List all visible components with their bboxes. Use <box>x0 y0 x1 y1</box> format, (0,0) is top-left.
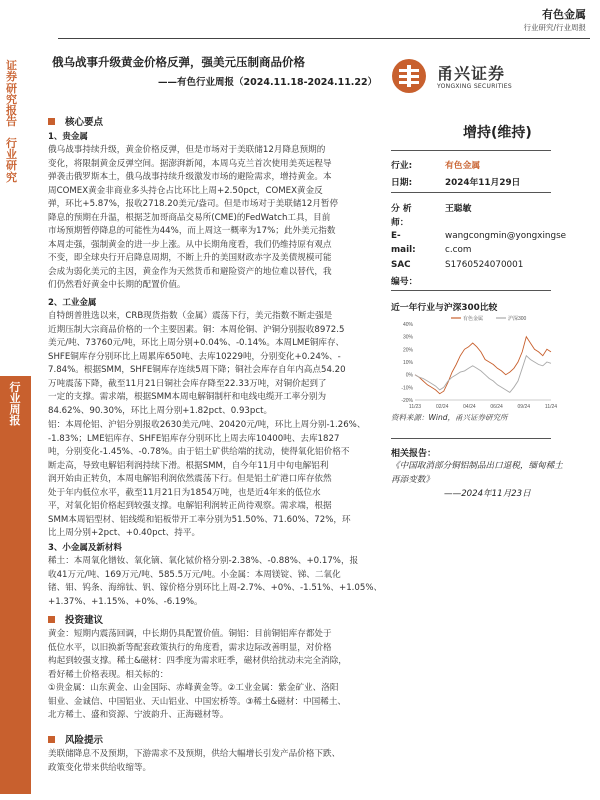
section-precious-metal-title: 1、贵金属 <box>48 132 88 142</box>
chart-title: 近一年行业与沪深300比较 <box>391 303 498 313</box>
y-tick-label: 0% <box>405 372 413 379</box>
analyst-label-2: 师： <box>391 218 409 228</box>
text-line: 平，对氧化铝价格起到较强支撑。电解铝利润转正尚待观察。需求端，根据 <box>48 501 332 511</box>
section-risk-heading: 风险提示 <box>48 732 103 746</box>
analyst-row: 分 析 王聪敏 <box>391 204 472 214</box>
legend-label: 沪深300 <box>508 316 527 322</box>
text-line: 万吨震荡下降，截至11月21日铜社会库存降至22.33万吨，对铜价起到了 <box>48 378 327 389</box>
text-line: 弹袭击俄罗斯本土，俄乌战事持续升级激发市场的避险需求，增持黄金。本 <box>48 172 332 182</box>
text-line: -1.83%；LME铝库存、SHFE铝库存分别环比上周去库10400吨、去库1827 <box>48 433 340 444</box>
text-line: 美联储降息不及预期，下游需求不及预期，供给大幅增长引发产品价格下跌、 <box>48 749 341 759</box>
header-divider <box>58 38 590 39</box>
x-tick-label: 02/24 <box>435 404 449 410</box>
section-core-heading: 核心要点 <box>48 114 103 128</box>
sidebar-label-research: 行业研究 <box>6 136 17 184</box>
text-line: 黄金：短期内震荡回调，中长期仍具配置价值。铜铝：目前铜铝库存都处于 <box>48 629 332 639</box>
y-tick-label: 40% <box>402 322 413 328</box>
text-line: 稀土：本周氧化镨钕、氧化镝、氧化铽价格分别-2.38%、-0.88%、+0.17%，报 <box>48 556 359 566</box>
text-line: +1.37%、+1.15%、+0%、-6.19%。 <box>48 596 203 607</box>
text-line: 降息的预期在升温，根据芝加哥商品交易所(CME)的FedWatch工具，目前 <box>48 212 331 223</box>
section-marker-icon <box>48 118 55 125</box>
paragraph-copper <box>48 310 374 418</box>
y-tick-label: 30% <box>402 334 413 341</box>
text-line: 自特朗普胜选以来，CRB现货指数（金属）震荡下行，美元指数不断走强是 <box>48 311 333 321</box>
series-line <box>415 337 551 394</box>
text-line: 政策变化带来供给收缩等。 <box>48 762 152 773</box>
sidebar-label-report: 证券研究报告 <box>6 59 17 129</box>
x-tick-label: 06/24 <box>490 404 503 410</box>
company-logo <box>391 57 561 95</box>
text-line: 收41万元/吨、169万元/吨、585.5万元/吨。小金属：本周镁锭、锑、二氧化 <box>48 569 341 580</box>
text-line: 一定的支撑。需求端，根据SMM本周电解铜制杆和电线电缆开工率分别为 <box>48 392 327 402</box>
date-row: 日期: 2024年11月29日 <box>391 178 521 188</box>
text-line: SHFE铜库存分别环比上周累库650吨、去库10229吨，分别变化+0.24%、- <box>48 351 341 362</box>
sidebar-orange-bar <box>0 376 31 794</box>
text-line: 周COMEX黄金非商业多头持仓占比环比上周+2.50pct，COMEX黄金反 <box>48 185 323 196</box>
header-report-type: 行业研究/行业周报 <box>523 23 586 32</box>
text-line: 锗、钼、钨条、海绵钛、钒、镓价格分别环比上周-2.7%、+0%、-1.51%、+1.05%、 <box>48 583 383 593</box>
legend-label: 有色金属 <box>463 316 484 322</box>
text-line: 北方稀土、盛和资源、宁波韵升、正海磁材等。 <box>48 710 229 720</box>
series-line <box>415 356 551 393</box>
related-report-date: ——2024年11月23日 <box>444 489 531 499</box>
rating-divider <box>391 150 551 151</box>
sac-label-2: 编号： <box>391 277 418 287</box>
chart-top-divider <box>391 290 551 291</box>
performance-chart <box>391 312 561 412</box>
sidebar-label-weekly: 行业周报 <box>9 381 21 427</box>
related-report-link[interactable]: 《中国取消部分铜铝制品出口退税，缅甸稀土再添变数》 <box>391 461 563 485</box>
email-row-2: mail: c.com <box>391 245 472 255</box>
section-invest-heading: 投资建议 <box>48 612 103 626</box>
info-divider <box>391 192 551 193</box>
text-line: 会成为弱化美元的主因，黄金作为天然货币和避险资产的地位难以替代，我 <box>48 266 332 277</box>
related-divider <box>391 438 551 439</box>
y-tick-label: -10% <box>401 385 413 392</box>
header-sector: 有色金属 <box>542 8 586 21</box>
text-line: 变化，将限制黄金反弹空间。据澎湃新闻，本周乌克兰首次使用美英远程导 <box>48 158 332 169</box>
text-line: 低位水平，以旧换新等配套政策执行的角度看，需求边际改善明显，对价格 <box>48 642 332 653</box>
text-line: 美元/吨、73760元/吨，环比上周分别+0.04%、-0.14%。本周LME铜库存、 <box>48 338 345 348</box>
section-minor-metals-title: 3、小金属及新材料 <box>48 543 122 553</box>
text-line: ①贵金属：山东黄金、山金国际、赤峰黄金等。②工业金属：紫金矿业、洛阳 <box>48 683 339 693</box>
industry-row: 行业: 有色金属 <box>391 161 481 171</box>
paragraph-minor-metals <box>48 555 383 609</box>
text-line: 近期压制大宗商品价格的一个主要因素。铜：本周伦铜、沪铜分别报收8972.5 <box>48 324 345 335</box>
logo-emblem-icon <box>391 57 431 95</box>
text-line: 钼业、金诚信、中国铝业、天山铝业、中国宏桥等。③稀土&磁材：中国稀土、 <box>48 696 347 707</box>
text-line: 铝：本周伦铝、沪铝分别报收2630美元/吨、20420元/吨，环比上周分别-1.26%、 <box>48 420 366 430</box>
text-line: 润开始由正转负，本周电解铝利润依然震荡下行。但是铝土矿港口库存依然 <box>48 474 332 484</box>
section-marker-icon <box>48 736 55 743</box>
email-row: E- wangcongmin@yongxingse <box>391 231 567 241</box>
text-line: 构起到较强支撑。稀土&磁材：四季度为需求旺季，磁材供给扰动未完全消除， <box>48 656 347 666</box>
rating: 增持(维持) <box>463 125 532 141</box>
logo-name-cn: 甬兴证券 <box>437 64 506 83</box>
text-line: 看好稀土价格表现。相关标的： <box>48 669 169 680</box>
text-line: 不变，即全球央行开启降息周期，不断上升的美国财政赤字及美债规模可能 <box>48 253 332 263</box>
text-line: 断走高，导致电解铝利润持续下滑。根据SMM，自今年11月中旬电解铝利 <box>48 460 329 471</box>
logo-name-en: YONGXING SECURITIES <box>437 83 512 90</box>
section-marker-icon <box>48 616 55 623</box>
chart-source: 资料来源：Wind，甬兴证券研究所 <box>391 413 508 422</box>
text-line: 弹，环比+5.87%，报收2718.20美元/盎司。但是市场对于美联储12月暂停 <box>48 199 339 209</box>
text-line: 本周走强，强制黄金的进一步上涨。从中长期角度看，我们仍维持原有观点 <box>48 239 332 250</box>
x-tick-label: 11/24 <box>544 404 558 410</box>
paragraph-invest <box>48 628 374 723</box>
x-tick-label: 11/23 <box>408 404 422 410</box>
text-line: 俄乌战事持续升级，黄金价格反弹，但是市场对于美联储12月降息预期的 <box>48 145 326 155</box>
related-title: 相关报告： <box>391 449 437 459</box>
paragraph-risk <box>48 748 374 775</box>
report-subtitle: ——有色行业周报（2024.11.18-2024.11.22） <box>158 77 378 88</box>
y-tick-label: -20% <box>401 398 413 404</box>
text-line: 们仍然看好黄金中长期的配置价值。 <box>48 280 186 290</box>
text-line: SMM本周铝型材、铝线缆和铝板带开工率分别为51.50%、71.60%、72%，环 <box>48 514 351 525</box>
text-line: 处于年内低位水平，截至11月21日为1854万吨，也是近4年来的低位水 <box>48 487 321 498</box>
sidebar-top <box>0 60 24 183</box>
x-tick-label: 04/24 <box>463 404 476 410</box>
text-line: 市场预期暂停降息的可能性为44%，而上周这一概率为17%；此外美元指数 <box>48 226 336 236</box>
x-tick-label: 09/24 <box>517 404 531 410</box>
text-line: 84.62%、90.30%，环比上周分别+1.82pct、0.93pct。 <box>48 405 273 416</box>
paragraph-aluminum <box>48 419 374 541</box>
text-line: 吨，分别变化-1.45%、-0.78%。由于铝土矿供给端的扰动，使得氧化铝价格不 <box>48 447 350 457</box>
paragraph-precious-metal <box>48 144 374 293</box>
y-tick-label: 20% <box>402 347 413 354</box>
text-line: 比上周分别+2pct、+0.40pct、持平。 <box>48 528 201 538</box>
section-industrial-metal-title: 2、工业金属 <box>48 298 97 308</box>
report-title: 俄乌战事升级黄金价格反弹，强美元压制商品价格 <box>52 55 305 69</box>
text-line: 7.84%。根据SMM，SHFE铜库存连续5周下降；铜社会库存自年内高点54.20 <box>48 365 346 375</box>
sac-row: SAC S1760524070001 <box>391 260 524 270</box>
y-tick-label: 10% <box>402 360 413 366</box>
